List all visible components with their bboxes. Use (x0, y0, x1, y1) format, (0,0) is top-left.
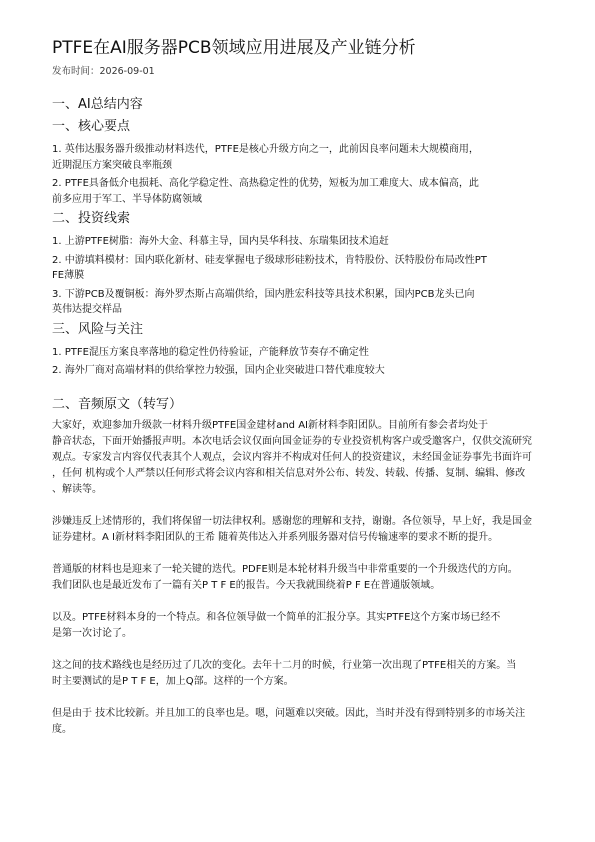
section-heading: 三、风险与关注 (52, 321, 144, 337)
summary-section (52, 118, 547, 207)
transcript-heading: 二、音频原文（转写） (52, 396, 183, 412)
list-item: 3. 下游PCB及覆铜板：海外罗杰斯占高端供给，国内胜宏科技等具技术积累，国内PCB龙头已向 英伟达提交样品 (52, 288, 475, 315)
list-item: 2. 海外厂商对高端材料的供给掌控力较强，国内企业突破进口替代难度较大 (52, 365, 385, 376)
section-heading: 一、核心要点 (52, 119, 131, 134)
transcript-paragraph: 普通版的材料也是迎来了一轮关键的迭代。PDFE则是本轮材料升级当中非常重要的一个升级迭代的方向。 我们团队也是最近发布了一篇有关P T F E的报告。今天我就围绕着P F E在普通版领域。 (52, 563, 518, 591)
section-heading: 二、投资线索 (52, 211, 131, 226)
transcript-paragraph: 以及。PTFE材料本身的一个特点。和各位领导做一个简单的汇报分享。其实PTFE这个方案市场已经不 是第一次讨论了。 (52, 611, 501, 639)
summary-heading: 一、AI总结内容 (52, 97, 143, 112)
summary-section (52, 321, 547, 379)
publish-date: 发布时间：2026-09-01 (52, 66, 155, 77)
list-item: 1. 上游PTFE树脂：海外大金、科慕主导，国内昊华科技、东瑞集团技术追赶 (52, 236, 389, 247)
summary-section (52, 210, 547, 318)
document-title: PTFE在AI服务器PCB领域应用进展及产业链分析 (52, 38, 416, 58)
transcript-paragraph: 涉嫌违反上述情形的，我们将保留一切法律权利。感谢您的理解和支持，谢谢。各位领导，早上好，我是国金 证券建材。A I新材料李阳团队的王希 随着英伟达入并系列服务器对信号传输速率的要求不断的提升。 (52, 515, 532, 543)
transcript-paragraph: 大家好，欢迎参加升级款一材料升级PTFE国金建材and AI新材料李阳团队。目前所有参会者均处于 静音状态，下面开始播报声明。本次电话会议仅面向国金证券的专业投资机构客户或受邀客户，仅供交流研究 观点。专家发言内容仅代表其个人观点，会议内容并不构成对任何人的投资建议，未经国金证券事先书面许可 ，任何 机构或个人严禁以任何形式将会议内容和相关信息对外公布、转发、转载、传播、复制、编辑、修改 、解读等。 (52, 419, 532, 495)
transcript-paragraph: 这之间的技术路线也是经历过了几次的变化。去年十二月的时候，行业第一次出现了PTFE相关的方案。当 时主要测试的是P T F E，加上Q部。这样的一个方案。 (52, 659, 517, 687)
list-item: 2. 中游填料模材：国内联化新材、硅麦掌握电子级球形硅粉技术，肯特股份、沃特股份布局改性PT FE薄膜 (52, 254, 487, 281)
document-body (52, 96, 547, 754)
list-item: 2. PTFE具备低介电损耗、高化学稳定性、高热稳定性的优势，短板为加工难度大、成本偏高，此 前多应用于军工、半导体防腐领域 (52, 178, 479, 205)
transcript-paragraph: 但是由于 技术比较新。并且加工的良率也是。嗯，问题难以突破。因此，当时并没有得到特别多的市场关注 度。 (52, 707, 526, 735)
list-item: 1. 英伟达服务器升级推动材料迭代，PTFE是核心升级方向之一，此前因良率问题未大规模商用， 近期混压方案突破良率瓶颈 (52, 144, 479, 171)
list-item: 1. PTFE混压方案良率落地的稳定性仍待验证，产能释放节奏存不确定性 (52, 346, 369, 358)
